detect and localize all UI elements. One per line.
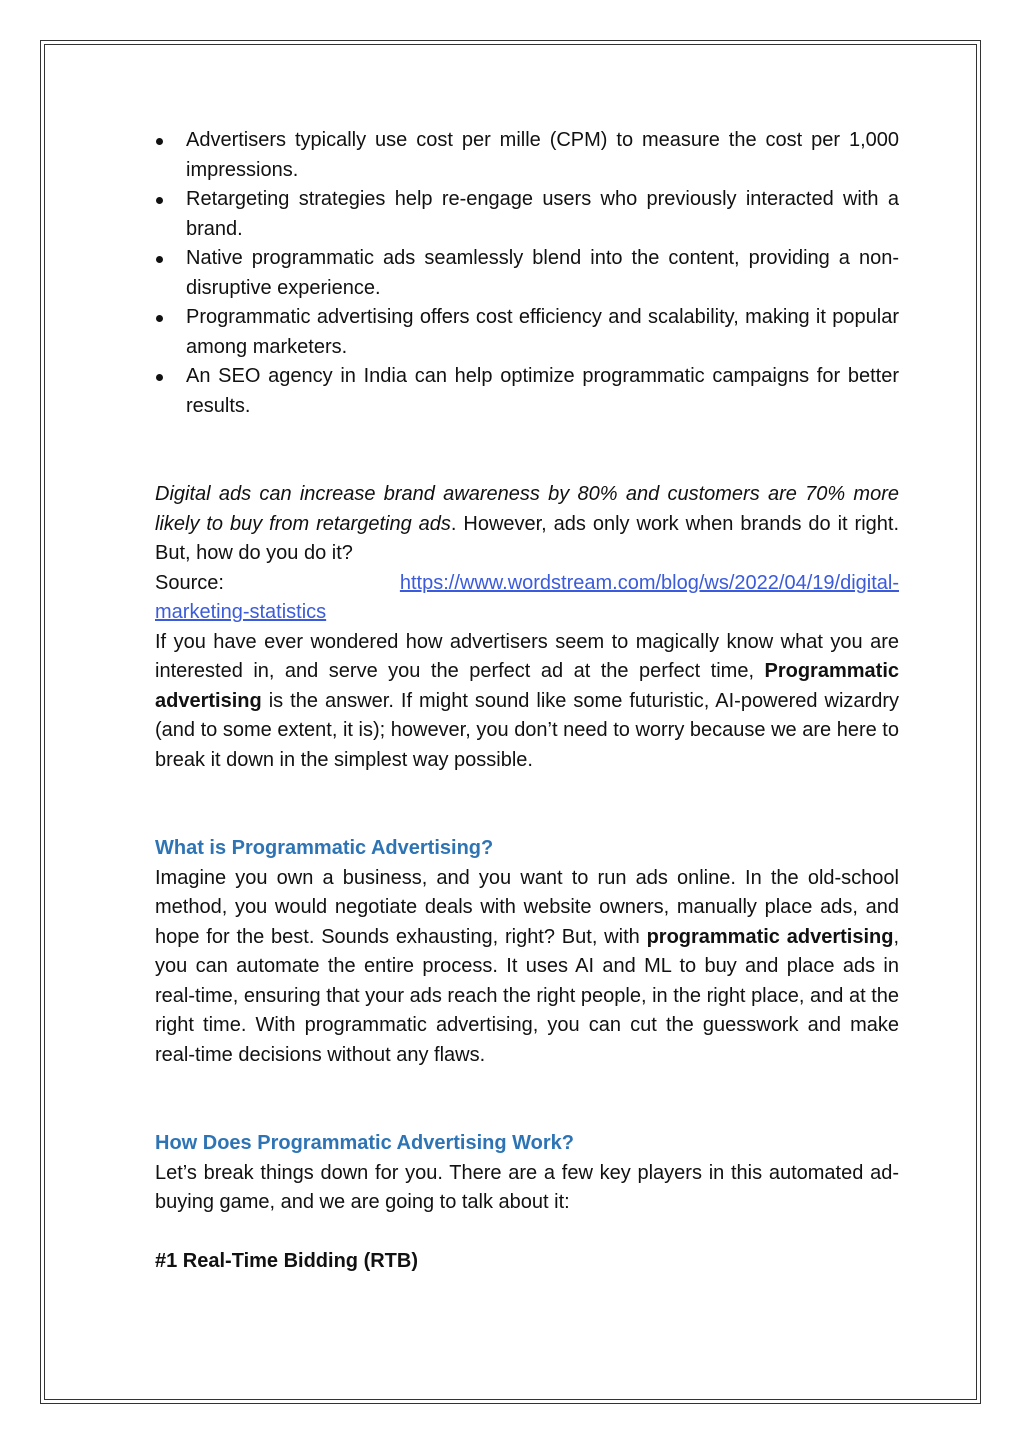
statistic-italic-text: Digital ads can increase brand awareness by 80% and customers are 70% more likely to buy from retargeting ads — [155, 483, 899, 535]
section-heading-what-is: What is Programmatic Advertising? — [155, 837, 494, 859]
bullet-dot-icon — [156, 256, 163, 263]
bullet-item: An SEO agency in India can help optimize programmatic campaigns for better results. — [155, 362, 899, 421]
intro-bold-term: Programmatic advertising — [155, 660, 899, 712]
source-label: Source: — [155, 571, 224, 594]
bullet-dot-icon — [156, 197, 163, 204]
source-line-2 — [155, 598, 899, 628]
bullet-item: Retargeting strategies help re-engage users who previously interacted with a brand. — [155, 185, 899, 244]
source-line — [155, 569, 899, 599]
bullet-dot-icon — [156, 138, 163, 145]
section-what-is-bold-term: programmatic advertising — [646, 925, 894, 948]
section-how-works-body: Let’s break things down for you. There are a few key players in this automated ad-buying game, and we are going to talk about it: — [155, 1161, 899, 1213]
intro-paragraph: If you have ever wondered how advertisers seem to magically know what you are interested in, and serve you the perfect ad at the perfect time, Programmatic advertising is the answer. If might sound like some futuristic, AI-powered wizardry (and to some extent, it is); however, you don’t need to worry because we are here to break it down in the simplest way possible. — [155, 630, 899, 771]
subheading-rtb: #1 Real-Time Bidding (RTB) — [155, 1249, 418, 1272]
bullet-item: Native programmatic ads seamlessly blend into the content, providing a non-disruptive experience. — [155, 244, 899, 303]
section-heading-how-works: How Does Programmatic Advertising Work? — [155, 1132, 574, 1154]
statistic-paragraph — [155, 480, 899, 569]
source-link-part1[interactable]: https://www.wordstream.com/blog/ws/2022/04/19/digital- — [399, 571, 899, 594]
bullet-dot-icon — [156, 315, 163, 322]
statistic-rest-text: . However, ads only work when brands do it right. But, how do you do it? — [155, 512, 899, 564]
bullet-dot-icon — [156, 374, 163, 381]
bullet-item: Advertisers typically use cost per mille (CPM) to measure the cost per 1,000 impressions. — [155, 126, 899, 185]
source-link-part2[interactable]: marketing-statistics — [155, 601, 327, 623]
document-content — [155, 126, 899, 1276]
bullet-list — [155, 126, 899, 421]
section-what-is-body: Imagine you own a business, and you want to run ads online. In the old-school method, you would negotiate deals with website owners, manually place ads, and hope for the best. Sounds exhausting, right? But, with programmatic advertising, you can automate the entire process. It uses AI and ML to buy and place ads in real-time, ensuring that your ads reach the right people, in the right place, and at the right time. With programmatic advertising, you can cut the guesswork and make real-time decisions without any flaws. — [155, 866, 899, 1066]
bullet-item: Programmatic advertising offers cost efficiency and scalability, making it popular among marketers. — [155, 303, 899, 362]
